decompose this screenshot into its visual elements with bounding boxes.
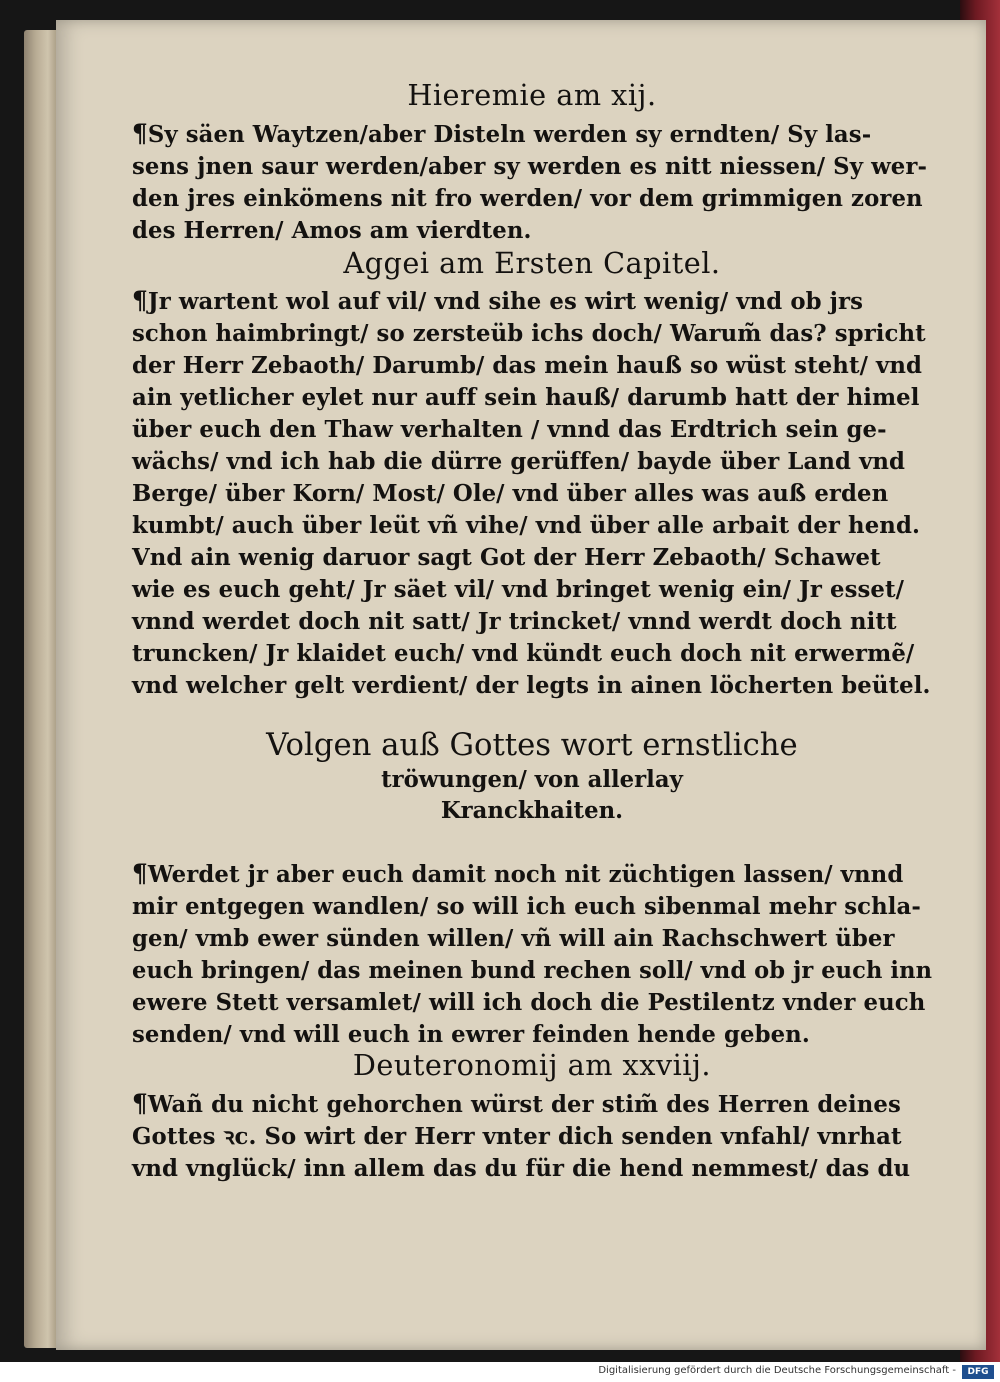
digitization-footer [0,1362,1000,1382]
text-line: mir entgegen wandlen/ so will ich euch sibenmal mehr schla- [132,893,921,920]
text-line: Berge/ über Korn/ Most/ Ole/ vnd über alles was auß erden [132,480,889,507]
text-line: vnd vnglück/ inn allem das du für die hend nemmest/ das du [132,1155,911,1182]
text-line: sens jnen saur werden/aber sy werden es nitt niessen/ Sy wer- [132,153,928,180]
text-line: ¶Wañ du nicht gehorchen würst der stim̃ des Herren deines [132,1089,901,1118]
section-volgen-title [132,726,940,826]
section-subtitle: tröwungen/ von allerlay [381,766,683,793]
pilcrow-icon: ¶ [132,119,148,148]
text-line: ain yetlicher eylet nur auff sein hauß/ darumb hatt der himel [132,384,920,411]
book-page-edges [24,30,58,1348]
text-line: vnnd werdet doch nit satt/ Jr trincket/ vnnd werdt doch nitt [132,608,897,635]
pilcrow-icon: ¶ [132,286,148,315]
section-deuteronomij [132,1048,940,1082]
digitization-credit: Digitalisierung gefördert durch die Deutsche Forschungsgemeinschaft - [598,1365,956,1376]
text-line: der Herr Zebaoth/ Darumb/ das mein hauß so wüst steht/ vnd [132,352,923,379]
text-line: senden/ vnd will euch in ewrer feinden hende geben. [132,1021,810,1048]
text-line: kumbt/ auch über leüt vñ vihe/ vnd über alle arbait der hend. [132,512,920,539]
section-volgen-body [132,858,940,1051]
section-subtitle: Kranckhaiten. [440,797,624,824]
section-hieremie-body [132,118,940,247]
section-aggei [132,246,940,280]
dfg-logo: DFG [962,1365,994,1379]
text-line: ewere Stett versamlet/ will ich doch die Pestilentz vnder euch [132,989,926,1016]
section-aggei-body [132,285,940,702]
text-line: über euch den Thaw verhalten / vnnd das Erdtrich sein ge- [132,416,887,443]
pilcrow-icon: ¶ [132,859,148,888]
section-heading: Aggei am Ersten Capitel. [343,246,721,280]
text-line: ¶Jr wartent wol auf vil/ vnd sihe es wirt wenig/ vnd ob jrs [132,286,864,315]
text-line: euch bringen/ das meinen bund rechen soll/ vnd ob jr euch inn [132,957,933,984]
section-heading: Deuteronomij am xxviij. [352,1048,712,1082]
text-line: wächs/ vnd ich hab die dürre gerüffen/ bayde über Land vnd [132,448,906,475]
text-line: ¶Sy säen Waytzen/aber Disteln werden sy erndten/ Sy las- [132,119,872,148]
text-line: gen/ vmb ewer sünden willen/ vñ will ain Rachschwert über [132,925,895,952]
text-line: den jres einkömens nit fro werden/ vor dem grimmigen zoren [132,185,923,212]
section-heading: Hieremie am xij. [407,78,657,112]
text-line: truncken/ Jr klaidet euch/ vnd kündt euch doch nit erwermẽ/ [132,640,915,667]
section-hieremie [132,78,940,112]
text-line: ¶Werdet jr aber euch damit noch nit züchtigen lassen/ vnnd [132,859,904,888]
pilcrow-icon: ¶ [132,1089,148,1118]
text-line: Gottes ꝛc. So wirt der Herr vnter dich senden vnfahl/ vnrhat [132,1123,902,1150]
text-line: des Herren/ Amos am vierdten. [132,217,532,244]
text-line: vnd welcher gelt verdient/ der legts in ainen löcherten beütel. [132,672,931,699]
text-line: wie es euch geht/ Jr säet vil/ vnd bringet wenig ein/ Jr esset/ [132,576,905,603]
text-line: schon haimbringt/ so zersteüb ichs doch/ Warum̃ das? spricht [132,320,926,347]
section-title: Volgen auß Gottes wort ernstliche [266,727,798,763]
section-deuteronomij-body [132,1088,940,1185]
text-line: Vnd ain wenig daruor sagt Got der Herr Zebaoth/ Schawet [132,544,881,571]
